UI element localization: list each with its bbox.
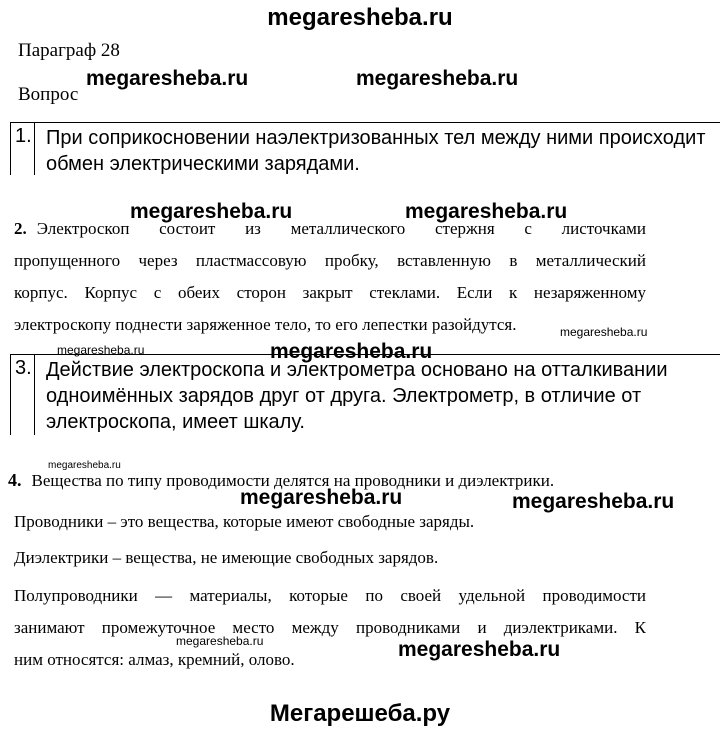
site-header: megaresheba.ru (267, 4, 453, 31)
answer-1-line: При соприкосновении наэлектризованных тел между ними происходит (46, 127, 706, 149)
watermark: megaresheba.ru (57, 343, 145, 357)
site-footer: Мегарешеба.ру (269, 700, 451, 727)
answer-3-row (10, 354, 720, 435)
watermark: megaresheba.ru (240, 486, 403, 509)
watermark: megaresheba.ru (512, 490, 675, 513)
answer-3-number: 3. (10, 355, 35, 435)
answer-3-line: Действие электроскопа и электрометра основано на отталкивании (46, 359, 668, 381)
watermark: megaresheba.ru (560, 325, 648, 339)
answer-4-number: 4. (8, 470, 22, 490)
watermark: megaresheba.ru (398, 638, 561, 661)
watermark: megaresheba.ru (86, 67, 249, 90)
watermark: megaresheba.ru (130, 200, 293, 223)
paragraph-title: Параграф 28 (18, 40, 120, 61)
answer-1-number: 1. (10, 123, 35, 175)
watermark: megaresheba.ru (270, 340, 433, 363)
question-label: Вопрос (18, 84, 79, 105)
answer-1-row (10, 122, 720, 175)
answer-2-line: 2. Электроскоп состоит из металлического стержня с листочками (14, 219, 646, 238)
answer-2-line: корпус. Корпус с обеих сторон закрыт стеклами. Если к незаряженному (14, 283, 646, 302)
answer-1-line: обмен электрическими зарядами. (46, 153, 360, 175)
watermark: megaresheba.ru (48, 460, 121, 471)
answer-1-text (46, 125, 716, 177)
watermark: megaresheba.ru (176, 634, 264, 648)
answer-4-intro: 4. Вещества по типу проводимости делятся на проводники и диэлектрики. (8, 470, 555, 490)
answer-3-line: электроскопа, имеет шкалу. (46, 411, 305, 433)
answer-2-number: 2. (14, 219, 27, 238)
answer-2-line: пропущенного через пластмассовую пробку, вставленную в металлический (14, 251, 646, 270)
answer-3-line: одноимённых зарядов друг от друга. Электрометр, в отличие от (46, 385, 642, 407)
answer-2-block (14, 213, 646, 341)
watermark: megaresheba.ru (405, 200, 568, 223)
dielectrics-definition: Диэлектрики – вещества, не имеющие свободных зарядов. (14, 548, 439, 567)
watermark: megaresheba.ru (356, 67, 519, 90)
conductors-definition: Проводники – это вещества, которые имеют свободные заряды. (14, 512, 475, 531)
answer-3-text (46, 357, 716, 435)
semiconductors-line: Полупроводники — материалы, которые по своей удельной проводимости (14, 586, 646, 605)
answer-2-line: электроскопу поднести заряженное тело, то его лепестки разойдутся. (14, 315, 517, 334)
semiconductors-line: ним относятся: алмаз, кремний, олово. (14, 650, 295, 669)
semiconductors-line: занимают промежуточное место между проводниками и диэлектриками. К (14, 618, 646, 637)
